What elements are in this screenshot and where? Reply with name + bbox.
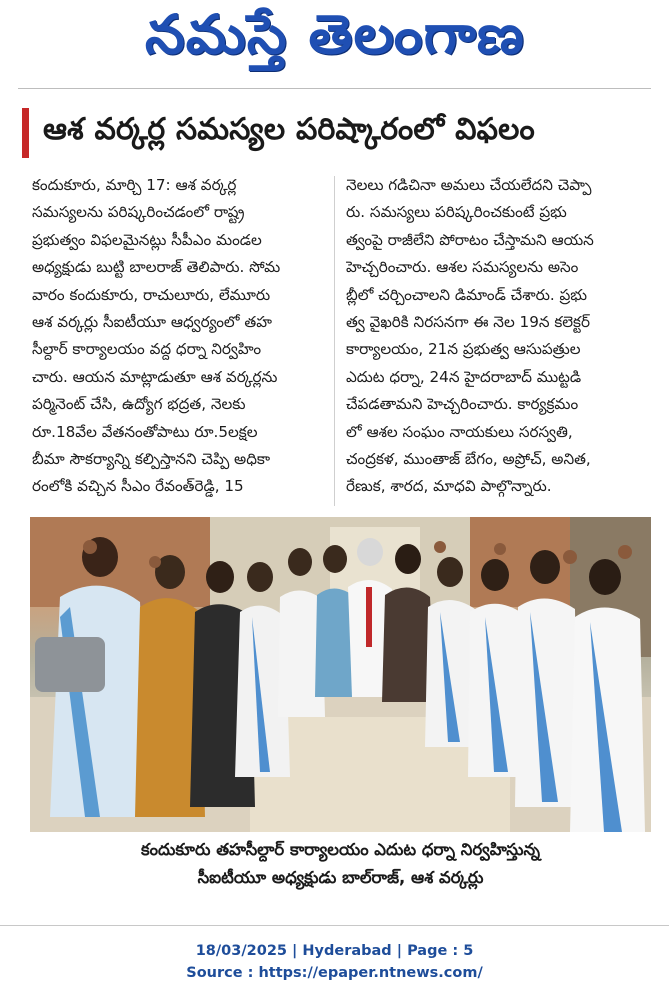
- article-body: [32, 172, 636, 512]
- body-line: రేణుక, శారద, మాధవి పాల్గొన్నారు.: [346, 477, 552, 496]
- body-line: ఆశ వర్కర్లు సీఐటీయూ ఆధ్వర్యంలో తహ: [32, 312, 272, 331]
- body-line: చంద్రకళ, ముంతాజ్ బేగం, అప్రోచ్, అనిత,: [346, 449, 591, 468]
- protest-photo-illustration: [30, 517, 651, 832]
- article-headline: ఆశ వర్కర్ల సమస్యల పరిష్కారంలో విఫలం: [43, 112, 535, 147]
- headline-bar: [22, 104, 650, 162]
- masthead-divider: [18, 88, 651, 89]
- body-line: వారం కందుకూరు, రాచులూరు, లేమూరు: [32, 285, 271, 304]
- body-line: త్వంపై రాజీలేని పోరాటం చేస్తామని ఆయన: [346, 230, 594, 249]
- body-line: చారు. ఆయన మాట్లాడుతూ ఆశ వర్కర్లను: [32, 367, 278, 386]
- body-line: బీమా సౌకర్యాన్ని కల్పిస్తానని చెప్పి అధికా: [32, 449, 271, 468]
- article-column-left: [32, 172, 322, 512]
- footer-divider: [0, 925, 669, 926]
- masthead-logo-text: నమస్తే తెలంగాణ: [144, 2, 525, 66]
- footer-source-link[interactable]: Source : https://epaper.ntnews.com/: [186, 965, 483, 981]
- protest-photo: [30, 517, 651, 832]
- body-line: సమస్యలను పరిష్కరించడంలో రాష్ట్ర: [32, 203, 245, 222]
- body-line: లో ఆశల సంఘం నాయకులు సరస్వతి,: [346, 422, 573, 441]
- photo-caption: [30, 836, 651, 908]
- body-line: బ్లీలో చర్చించాలని డిమాండ్ చేశారు. ప్రభు: [346, 285, 587, 304]
- caption-line: కందుకూరు తహసీల్దార్ కార్యాలయం ఎదుట ధర్నా నిర్వహిస్తున్న: [140, 840, 540, 859]
- column-divider: [334, 176, 335, 506]
- body-line: ప్రభుత్వం విఫలమైనట్లు సీపీఎం మండల: [32, 230, 262, 249]
- footer-date-edition: 18/03/2025 | Hyderabad | Page : 5: [195, 943, 474, 959]
- body-line: రూ.18వేల వేతనంతోపాటు రూ.5లక్షల: [32, 422, 258, 441]
- body-line: అధ్యక్షుడు బుట్టి బాలరాజ్ తెలిపారు. సోమ: [32, 258, 281, 277]
- body-line: కందుకూరు, మార్చి 17: ఆశ వర్కర్ల: [32, 176, 237, 194]
- body-line: ఎదుట ధర్నా, 24న హైదరాబాద్ ముట్టడి: [346, 367, 582, 386]
- caption-line: సీఐటీయూ అధ్యక్షుడు బాల్‌రాజ్, ఆశ వర్కర్లు: [197, 868, 484, 887]
- body-line: నెలలు గడిచినా అమలు చేయలేదని చెప్పా: [346, 176, 592, 194]
- body-line: త్వ వైఖరికి నిరసనగా ఈ నెల 19న కలెక్టర్: [346, 312, 590, 331]
- body-line: హెచ్చరించారు. ఆశల సమస్యలను అసెం: [346, 258, 579, 277]
- body-line: రంలోకి వచ్చిన సీఎం రేవంత్‌రెడ్డి, 15: [32, 477, 244, 496]
- body-line: రు. సమస్యలు పరిష్కరించకుంటే ప్రభు: [346, 203, 567, 222]
- article-column-right: [346, 172, 636, 512]
- headline-accent-bar: [22, 108, 29, 158]
- body-line: సీల్దార్ కార్యాలయం వద్ద ధర్నా నిర్వహిం: [32, 340, 262, 359]
- epaper-footer: [0, 940, 669, 984]
- newspaper-masthead: [0, 0, 669, 82]
- body-line: పర్మినెంట్ చేసి, ఉద్యోగ భద్రత, నెలకు: [32, 395, 246, 414]
- body-line: చేపడతామని హెచ్చరించారు. కార్యక్రమం: [346, 395, 579, 414]
- body-line: కార్యాలయం, 21న ప్రభుత్వ ఆసుపత్రుల: [346, 340, 581, 359]
